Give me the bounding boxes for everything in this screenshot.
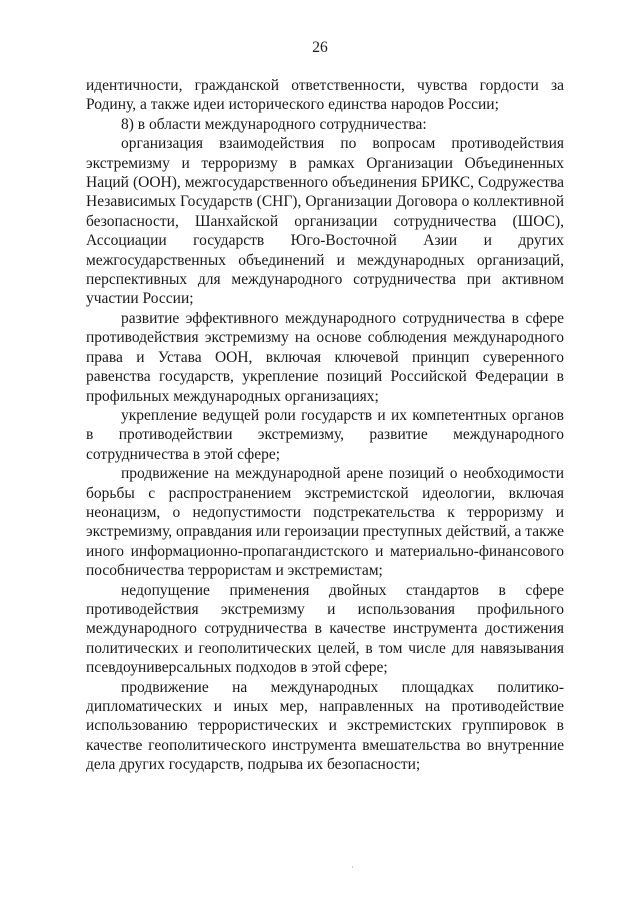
document-body <box>86 76 564 775</box>
paragraph-promotion-of-positions: продвижение на международной арене позиций о необходимости борьбы с распространением экстремистской идеологии, включая неонацизм, о недопустимости подстрекательства к терроризму и экстремизму, оправдания или героизации преступных действий, а также иного информационно-пропагандистского и материально-финансового пособничества террористам и экстремистам; <box>86 465 564 580</box>
paragraph-development-of-cooperation: развитие эффективного международного сотрудничества в сфере противодействия экстремизму на основе соблюдения международного права и Устава ООН, включая ключевой принцип суверенного равенства государств, укрепление позиций Российской Федерации в профильных международных организациях; <box>86 309 564 405</box>
section-heading-international-cooperation: 8) в области международного сотрудничества: <box>121 115 427 133</box>
paragraph-continuation: идентичности, гражданской ответственности, чувства гордости за Родину, а также идеи исторического единства народов России; <box>86 77 564 114</box>
page-number: 26 <box>312 39 328 56</box>
scan-speck <box>352 866 353 868</box>
paragraph-promotion-of-measures: продвижение на международных площадках политико-дипломатических и иных мер, направленных на противодействие использованию террористических и экстремистских группировок в качестве геополитического инструмента вмешательства во внутренние дела других государств, подрыва их безопасности; <box>86 678 564 774</box>
paragraph-strengthening-role-of-states: укрепление ведущей роли государств и их компетентных органов в противодействии экстремизму, развитие международного сотрудничества в этой сфере; <box>86 406 564 463</box>
paragraph-no-double-standards: недопущение применения двойных стандартов в сфере противодействия экстремизму и использования профильного международного сотрудничества в качестве инструмента достижения политических и геополитических целей, в том числе для навязывания псевдоуниверсальных подходов в этой сфере; <box>86 581 564 677</box>
paragraph-organization-of-interaction: организация взаимодействия по вопросам противодействия экстремизму и терроризму в рамках Организации Объединенных Наций (ООН), межгосударственного объединения БРИКС, Содружества Независимых Государств (СНГ), Организации Договора о коллективной безопасности, Шанхайской организации сотрудничества (ШОС), Ассоциации государств Юго-Восточной Азии и других межгосударственных объединений и международных организаций, перспективных для международного сотрудничества при активном участии России; <box>86 135 564 308</box>
